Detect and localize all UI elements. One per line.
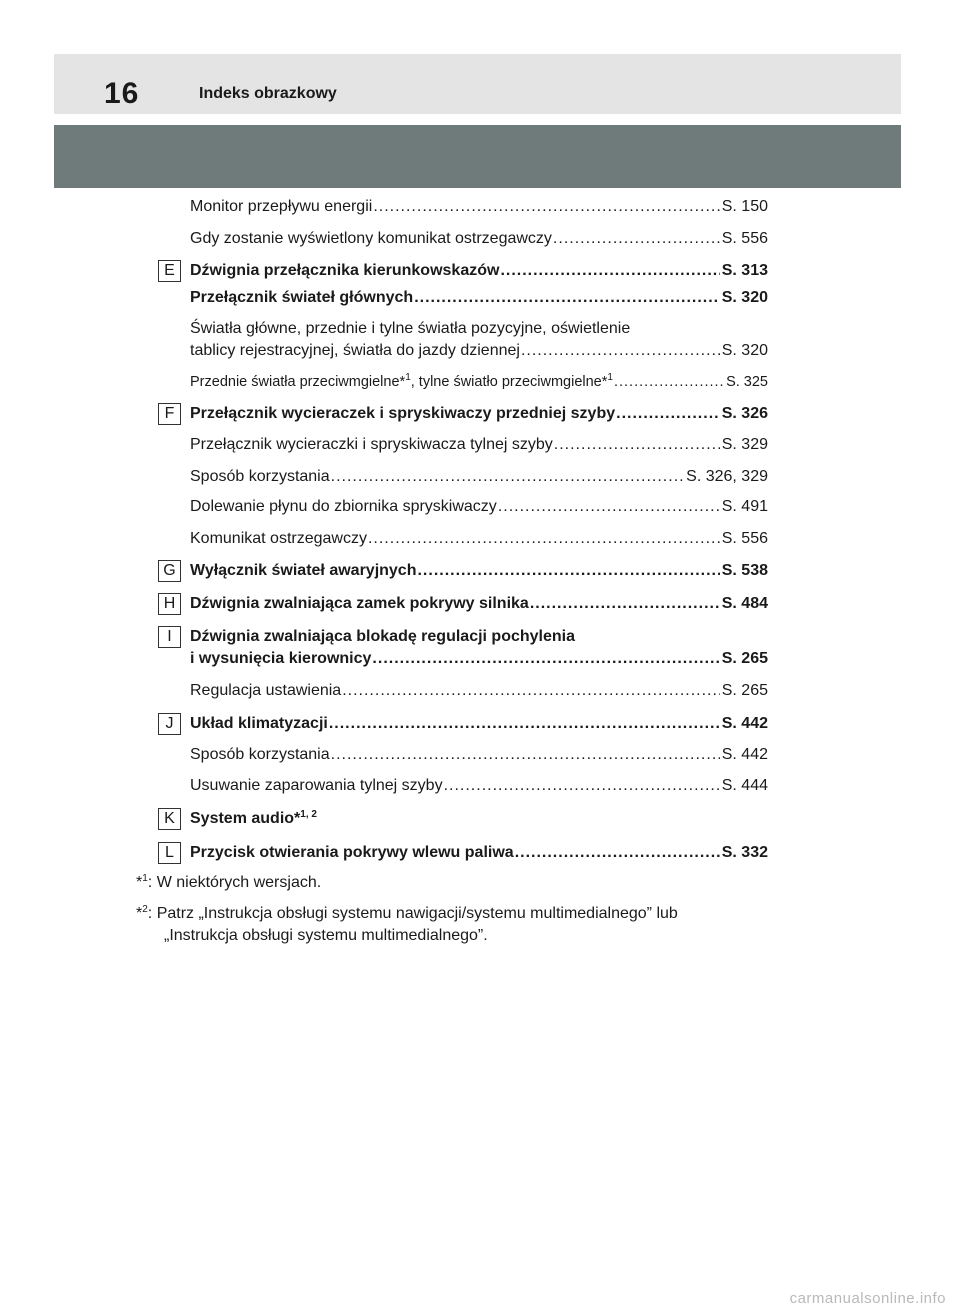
section-badge-i: I: [158, 626, 181, 648]
section-badge-e: E: [158, 260, 181, 282]
section-badge-k: K: [158, 808, 181, 830]
section-title: Indeks obrazkowy: [199, 85, 337, 102]
index-entry[interactable]: Komunikat ostrzegawczy ..... S. 556: [190, 528, 768, 550]
index-entry[interactable]: Dolewanie płynu do zbiornika spryskiwaczy ..... S. 491: [190, 496, 768, 518]
index-entry-main[interactable]: Przełącznik świateł głównych ..... S. 320: [190, 287, 768, 309]
index-entry[interactable]: Monitor przepływu energii ..... S. 150: [190, 196, 768, 218]
watermark: carmanualsonline.info: [789, 1290, 946, 1307]
section-badge-l: L: [158, 842, 181, 864]
index-entry-main[interactable]: Dźwignia przełącznika kierunkowskazów ..... S. 313: [190, 260, 768, 282]
footnote-1: *$^1$: W niektórych wersjach.: [136, 873, 322, 891]
index-entry-main[interactable]: Przełącznik wycieraczek i spryskiwaczy przedniej szyby ..... S. 326: [190, 403, 768, 425]
index-entry[interactable]: Gdy zostanie wyświetlony komunikat ostrzegawczy ..... S. 556: [190, 228, 768, 250]
section-badge-h: H: [158, 593, 181, 615]
section-badge-j: J: [158, 713, 181, 735]
index-entry[interactable]: Regulacja ustawienia ..... S. 265: [190, 680, 768, 702]
section-badge-f: F: [158, 403, 181, 425]
index-entry-main[interactable]: Wyłącznik świateł awaryjnych ..... S. 538: [190, 560, 768, 582]
index-entry-main[interactable]: System audio*$^{1, 2}$: [190, 809, 317, 827]
index-entry-main[interactable]: Dźwignia zwalniająca zamek pokrywy silnika ..... S. 484: [190, 593, 768, 615]
index-entry-main[interactable]: Układ klimatyzacji ..... S. 442: [190, 713, 768, 735]
page-number: 16: [104, 77, 140, 110]
index-entry-main[interactable]: Przycisk otwierania pokrywy wlewu paliwa ..... S. 332: [190, 842, 768, 864]
index-entry[interactable]: Przednie światła przeciwmgielne*$^1$, tylne światło przeciwmgielne*$^1$ ..... S. 325: [190, 371, 768, 393]
index-entry[interactable]: Sposób korzystania ..... S. 326, 329: [190, 466, 768, 488]
index-entry[interactable]: Sposób korzystania ..... S. 442: [190, 744, 768, 766]
footnote-2-continuation: „Instrukcja obsługi systemu multimedialnego”.: [164, 927, 488, 944]
index-entry[interactable]: Światła główne, przednie i tylne światła pozycyjne, oświetlenie tablicy rejestracyjnej, światła do jazdy dziennej ..... S. 320: [190, 318, 768, 362]
index-entry[interactable]: Usuwanie zaparowania tylnej szyby ..... S. 444: [190, 775, 768, 797]
index-entry[interactable]: Przełącznik wycieraczki i spryskiwacza tylnej szyby ..... S. 329: [190, 434, 768, 456]
section-badge-g: G: [158, 560, 181, 582]
footnote-2: *$^2$: Patrz „Instrukcja obsługi systemu nawigacji/systemu multimedialnego” lub: [136, 904, 678, 922]
index-entry-main[interactable]: Dźwignia zwalniająca blokadę regulacji pochylenia i wysunięcia kierownicy ..... S. 265: [190, 626, 768, 670]
